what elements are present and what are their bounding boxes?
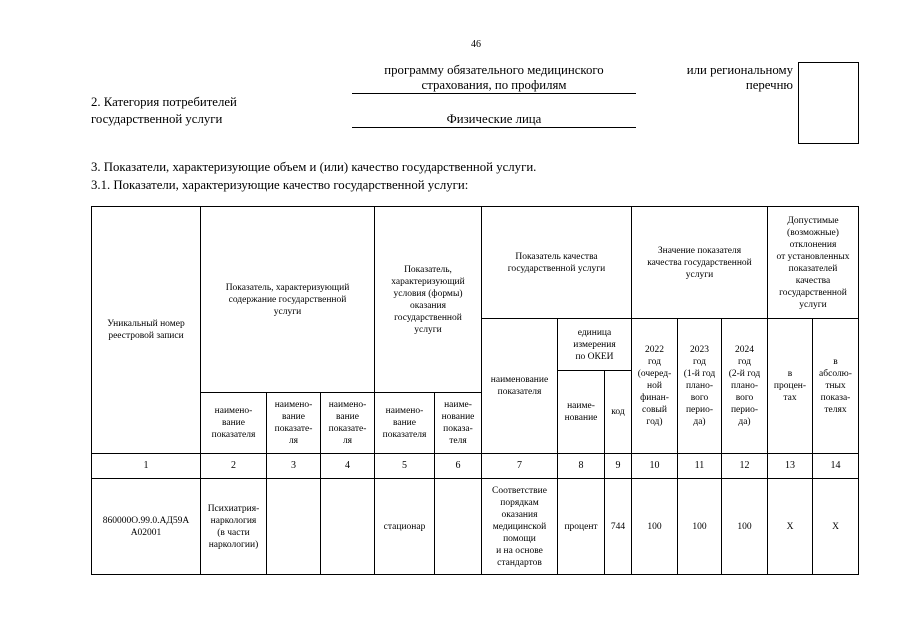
- header-quality-value: [631, 206, 768, 319]
- row-content-value-2: [266, 478, 321, 575]
- header-allowed-deviation-text: Допустимые (возможные) отклонения от установленных показателей качества государственной услуги: [776, 215, 850, 310]
- column-number: 8: [578, 460, 584, 471]
- row-value-2023-text: 100: [692, 521, 707, 532]
- program-line-1: программу обязательного медицинского: [384, 63, 604, 77]
- category-label-line-1: 2. Категория потребителей: [91, 95, 237, 109]
- row-value-2022: [631, 478, 678, 575]
- column-number: 3: [291, 460, 296, 471]
- row-deviation-percent: [767, 478, 813, 575]
- column-number-cell: [631, 453, 678, 479]
- header-okei-unit-text: единица измерения по ОКЕИ: [573, 327, 616, 362]
- row-value-2024-text: 100: [737, 521, 752, 532]
- header-deviation-absolute-text: в абсолю- тных показа- телях: [819, 357, 852, 415]
- header-registry-number-text: Уникальный номер реестровой записи: [107, 319, 185, 341]
- column-number: 7: [517, 460, 522, 471]
- header-conditions-indicator: [374, 206, 482, 393]
- header-conditions-name-2-text: наиме- нование показа- теля: [441, 400, 475, 446]
- header-deviation-absolute: [812, 318, 859, 454]
- column-number: 5: [402, 460, 407, 471]
- column-number-cell: [434, 453, 482, 479]
- header-okei-code: [604, 370, 632, 454]
- header-indicator-name: [481, 318, 558, 454]
- header-okei-unit: [557, 318, 632, 371]
- column-number: 13: [785, 460, 795, 471]
- row-conditions-value-1-text: стационар: [383, 521, 426, 532]
- header-okei-name: [557, 370, 605, 454]
- column-number-cell: [557, 453, 605, 479]
- header-content-name-1: [200, 392, 267, 454]
- header-deviation-percent-text: в процен- тах: [773, 369, 807, 403]
- column-number-cell: [374, 453, 435, 479]
- row-deviation-absolute: [812, 478, 859, 575]
- row-indicator-name-text: Соответствие порядкам оказания медицинской помощи и на основе стандартов: [492, 485, 547, 568]
- registry-code-box: [798, 62, 859, 144]
- category-underline: [352, 127, 636, 128]
- column-number-cell: [320, 453, 375, 479]
- column-number-cell: [200, 453, 267, 479]
- row-okei-name: [557, 478, 605, 575]
- list-line-2: перечню: [745, 78, 793, 92]
- section-3-1-title: 3.1. Показатели, характеризующие качество государственной услуги:: [91, 178, 469, 192]
- header-quality-value-text: Значение показателя качества государственной услуги: [647, 245, 752, 280]
- column-number: 14: [830, 460, 841, 471]
- column-number: 2: [231, 460, 236, 471]
- row-value-2023: [677, 478, 722, 575]
- column-number: 10: [649, 460, 660, 471]
- column-number: 1: [143, 460, 149, 471]
- header-content-name-2-text: наимено- вание показате- ля: [274, 400, 313, 446]
- header-quality-indicator-text: Показатель качества государственной услуги: [507, 251, 606, 274]
- header-indicator-name-text: наименование показателя: [490, 375, 549, 397]
- column-number-cell: [721, 453, 768, 479]
- row-deviation-absolute-text: Х: [832, 521, 839, 532]
- header-content-indicator: [200, 206, 375, 393]
- header-conditions-name-1: [374, 392, 435, 454]
- row-conditions-value-1: [374, 478, 435, 575]
- column-number-cell: [91, 453, 201, 479]
- column-number: 6: [455, 460, 461, 471]
- header-year-2024-text: 2024 год (2-й год плано- вого перио- да): [728, 345, 761, 427]
- column-number-cell: [266, 453, 321, 479]
- header-content-indicator-text: Показатель, характеризующий содержание государственной услуги: [225, 282, 350, 317]
- column-number-cell: [767, 453, 813, 479]
- category-label-line-2: государственной услуги: [91, 112, 223, 126]
- column-number: 9: [615, 460, 621, 471]
- column-number: 12: [739, 460, 750, 471]
- header-year-2024: [721, 318, 768, 454]
- row-deviation-percent-text: Х: [786, 521, 794, 532]
- header-year-2023-text: 2023 год (1-й год плано- вого перио- да): [683, 345, 716, 427]
- row-value-2024: [721, 478, 768, 575]
- column-number-cell: [481, 453, 558, 479]
- header-content-name-1-text: наимено- вание показателя: [211, 406, 256, 440]
- column-number-cell: [812, 453, 859, 479]
- column-number-cell: [604, 453, 632, 479]
- row-conditions-value-2: [434, 478, 482, 575]
- row-content-value-1: [200, 478, 267, 575]
- header-conditions-name-1-text: наимено- вание показателя: [382, 406, 427, 440]
- header-deviation-percent: [767, 318, 813, 454]
- header-year-2022: [631, 318, 678, 454]
- header-conditions-name-2: [434, 392, 482, 454]
- row-okei-name-text: процент: [564, 521, 598, 532]
- row-content-value-1-text: Психиатрия- наркология (в части наркологии): [207, 503, 260, 550]
- row-value-2022-text: 100: [647, 521, 662, 532]
- header-content-name-3: [320, 392, 375, 454]
- header-content-name-3-text: наимено- вание показате- ля: [328, 400, 367, 446]
- program-line-2: страхования, по профилям: [421, 78, 567, 92]
- row-content-value-3: [320, 478, 375, 575]
- row-okei-code-text: 744: [610, 521, 626, 532]
- header-year-2023: [677, 318, 722, 454]
- header-quality-indicator: [481, 206, 632, 319]
- header-okei-name-text: наиме- нование: [564, 401, 598, 423]
- header-registry-number: [91, 206, 201, 454]
- header-year-2022-text: 2022 год (очеред- ной финан- совый год): [637, 345, 672, 427]
- header-allowed-deviation: [767, 206, 859, 319]
- list-line-1: или региональному: [686, 63, 793, 77]
- header-okei-code-text: код: [611, 407, 625, 417]
- column-number-cell: [677, 453, 722, 479]
- column-number: 4: [345, 460, 350, 471]
- section-3-title: 3. Показатели, характеризующие объем и (или) качество государственной услуги.: [91, 160, 537, 174]
- column-number: 11: [694, 460, 705, 471]
- header-content-name-2: [266, 392, 321, 454]
- category-value: Физические лица: [446, 112, 542, 126]
- row-indicator-name: [481, 478, 558, 575]
- header-conditions-indicator-text: Показатель, характеризующий условия (формы) оказания государственной услуги: [391, 264, 465, 335]
- page-number: 46: [471, 39, 481, 50]
- row-registry-number: [91, 478, 201, 575]
- row-okei-code: [604, 478, 632, 575]
- program-underline: [352, 93, 636, 94]
- row-registry-number-text: 860000О.99.0.АД59А А02001: [102, 515, 190, 538]
